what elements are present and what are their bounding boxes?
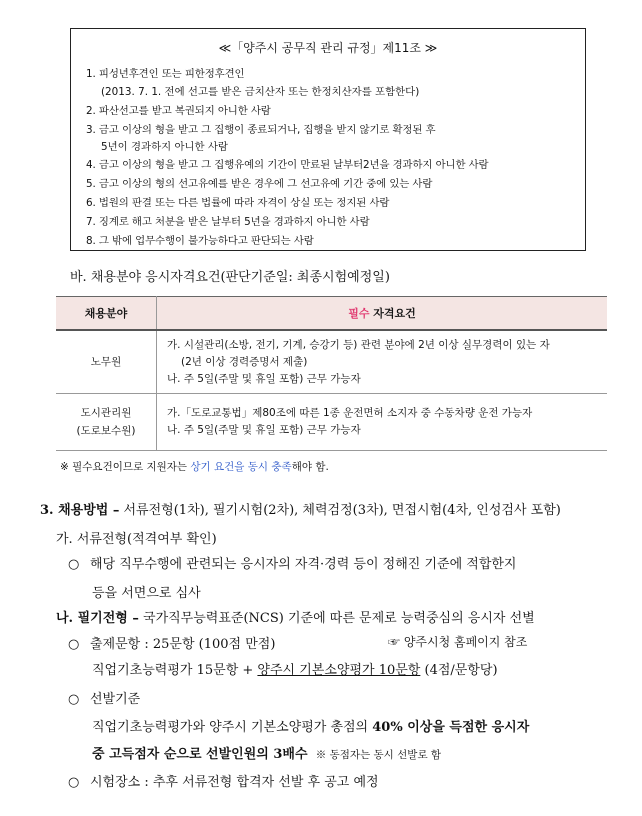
requirement-2: 나. 주 5일(주말 및 휴일 포함) 근무 가능자	[167, 424, 361, 436]
field-name: 도시관리원	[80, 407, 132, 419]
section-3-title-rest: 서류전형(1차), 필기시험(2차), 체력검정(3차), 면접시험(4차, 인성검사 포함)	[119, 503, 561, 518]
regulation-title: ≪「양주시 공무직 관리 규정」제11조 ≫	[218, 41, 438, 55]
homepage-reference: ☞ 양주시청 홈페이지 참조	[388, 635, 528, 649]
venue-line: 시험장소 : 추후 서류전형 합격자 선발 후 공고 예정	[90, 775, 379, 790]
regulation-item-6: 6. 법원의 판결 또는 다른 법률에 따라 자격이 상실 또는 정지된 사람	[86, 197, 390, 209]
regulation-item-3-sub: 5년이 경과하지 아니한 사람	[101, 141, 228, 153]
note-prefix: ※ 필수요건이므로 지원자는	[60, 461, 191, 473]
field-name: 노무원	[90, 356, 122, 368]
regulation-item-2: 2. 파산선고를 받고 복권되지 아니한 사람	[86, 105, 271, 117]
ga-bullet	[68, 553, 517, 572]
regulation-item-1-sub: (2013. 7. 1. 전에 선고를 받은 금치산자 또는 한정치산자를 포함한다)	[101, 86, 420, 98]
criteria-label: 선발기준	[90, 692, 141, 707]
field-name-sub: (도로보수원)	[76, 425, 136, 437]
regulation-item-5: 5. 금고 이상의 형의 선고유예를 받은 경우에 그 선고유예 기간 중에 있는 사람	[86, 178, 433, 190]
header-required-label: 필수	[348, 307, 370, 320]
header-field: 채용분야	[56, 297, 157, 331]
criteria-line2-a: 중 고득점자 순으로 선발인원의 3배수	[92, 747, 308, 762]
table-header-row	[56, 297, 607, 331]
bullet-icon: ○	[68, 557, 80, 572]
questions-detail	[92, 659, 498, 678]
regulation-item-4: 4. 금고 이상의 형을 받고 그 집행유예의 기간이 만료된 날부터2년을 경과하지 아니한 사람	[86, 159, 489, 171]
regulation-box	[70, 28, 586, 251]
questions-detail-underlined: 양주시 기본소양평가 10문항	[257, 663, 421, 678]
questions-line: 출제문항 : 25문항 (100점 만점)	[90, 637, 276, 652]
bullet-icon: ○	[68, 775, 80, 790]
section-3-title	[40, 499, 561, 518]
ga-bullet-line1: 해당 직무수행에 관련되는 응시자의 자격·경력 등이 정해진 기준에 적합한지	[90, 557, 517, 572]
criteria-bullet	[68, 688, 140, 707]
field-cell	[56, 394, 157, 451]
note-highlight: 상기 요건을 동시 충족	[190, 461, 292, 473]
field-cell	[56, 330, 157, 394]
bullet-icon: ○	[68, 637, 80, 652]
requirements-cell	[157, 330, 608, 394]
criteria-line2	[92, 743, 441, 762]
requirements-cell	[157, 394, 608, 451]
criteria-line1	[92, 716, 529, 735]
section-ga-heading: 가. 서류전형(적격여부 확인)	[56, 532, 217, 547]
section-na-heading-rest: 국가직무능력표준(NCS) 기준에 따른 문제로 능력중심의 응시자 선별	[138, 611, 535, 626]
questions-detail-b: (4점/문항당)	[420, 663, 498, 678]
criteria-line1-a: 직업기초능력평가와 양주시 기본소양평가 총점의	[92, 720, 373, 735]
section-3-title-bold: 3. 채용방법 –	[40, 503, 120, 518]
questions-bullet	[68, 633, 275, 652]
table-row	[56, 330, 607, 394]
requirement-1: 가.「도로교통법」제80조에 따른 1종 운전면허 소지자 중 수동차량 운전 가능자	[167, 407, 533, 419]
criteria-line1-b: 40% 이상을 득점한 응시자	[372, 720, 530, 735]
header-requirements-label: 자격요건	[369, 307, 416, 320]
header-requirements	[157, 297, 608, 331]
qualification-table	[56, 296, 607, 451]
note-suffix: 해야 함.	[291, 461, 329, 473]
requirement-2: 나. 주 5일(주말 및 휴일 포함) 근무 가능자	[167, 372, 361, 385]
requirement-1: 가. 시설관리(소방, 전기, 기계, 승강기 등) 관련 분야에 2년 이상 실무경력이 있는 자	[167, 338, 550, 351]
regulation-item-3: 3. 금고 이상의 형을 받고 그 집행이 종료되거나, 집행을 받지 않기로 확정된 후	[86, 124, 436, 136]
section-na-heading-bold: 나. 필기전형 –	[56, 611, 139, 626]
table-row	[56, 394, 607, 451]
bullet-icon: ○	[68, 692, 80, 707]
questions-detail-a: 직업기초능력평가 15문항 +	[92, 663, 258, 678]
requirement-note	[60, 459, 329, 474]
section-ba-heading: 바. 채용분야 응시자격요건(판단기준일: 최종시험예정일)	[70, 270, 390, 285]
regulation-item-1: 1. 피성년후견인 또는 피한정후견인	[86, 68, 245, 80]
regulation-item-7: 7. 징계로 해고 처분을 받은 날부터 5년을 경과하지 아니한 사람	[86, 216, 370, 228]
section-na-heading	[56, 607, 535, 626]
regulation-item-8: 8. 그 밖에 업무수행이 불가능하다고 판단되는 사람	[86, 235, 314, 247]
requirement-1-sub: (2년 이상 경력증명서 제출)	[181, 355, 308, 368]
venue-bullet	[68, 771, 379, 790]
ga-bullet-line2: 등을 서면으로 심사	[92, 586, 201, 601]
criteria-line2-note: ※ 동점자는 동시 선발로 함	[315, 749, 442, 761]
